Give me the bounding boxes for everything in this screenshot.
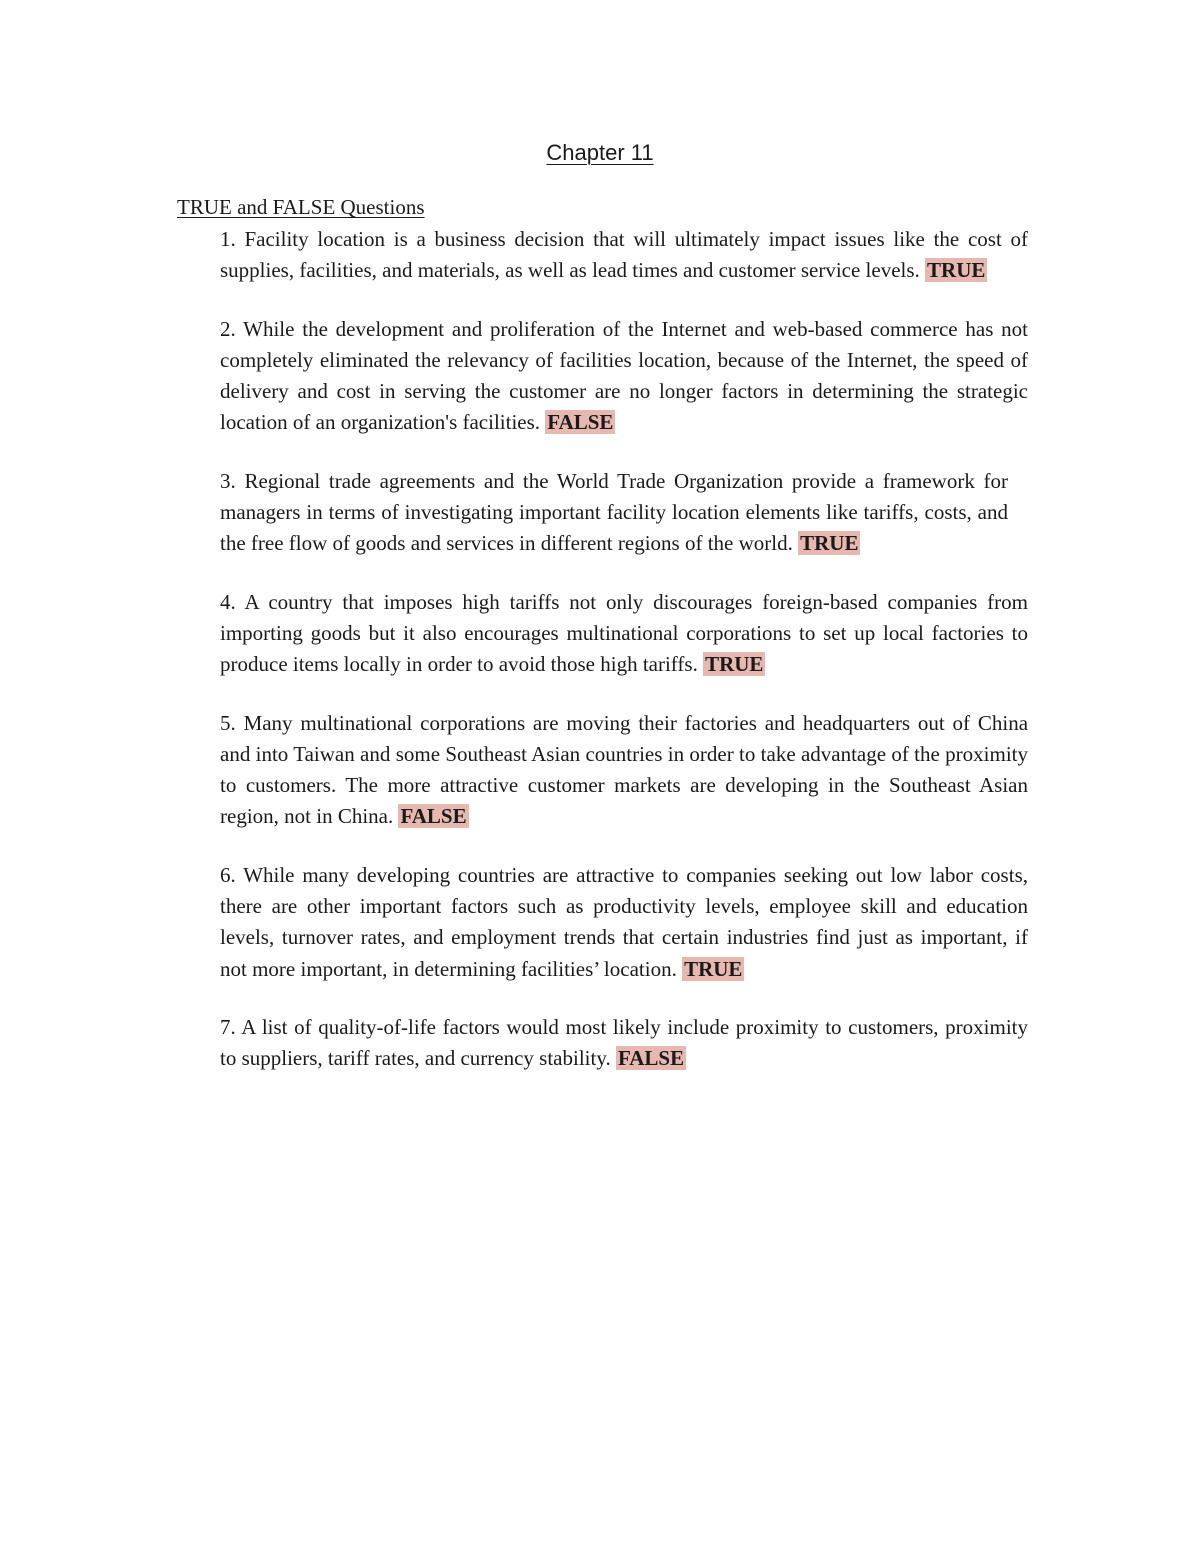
question-item (220, 860, 1028, 985)
question-list (220, 224, 1028, 1102)
answer-badge: TRUE (927, 258, 986, 283)
question-item (220, 1012, 1028, 1075)
question-text: Regional trade agreements and the World Trade Organization provide a framework for managers in terms of investigating important facility location elements like tariffs, costs, and the free flow of goods and services in different regions of the world. (220, 468, 1009, 556)
question-item (220, 466, 1008, 560)
question-item (220, 314, 1028, 439)
question-item (220, 708, 1028, 833)
question-text: A list of quality-of-life factors would most likely include proximity to customers, proximity to suppliers, tariff rates, and currency stability. (220, 1014, 1028, 1071)
question-text: Facility location is a business decision that will ultimately impact issues like the cost of supplies, facilities, and materials, as well as lead times and customer service levels. (220, 227, 1028, 283)
chapter-title-text: Chapter 11 (546, 140, 654, 165)
question-text: Many multinational corporations are moving their factories and headquarters out of China and into Taiwan and some Southeast Asian countries in order to take advantage of the proximity to customers. The more attractive customer markets are developing in the Southeast Asian region, not in China. (220, 710, 1029, 829)
answer-badge: FALSE (547, 410, 614, 435)
answer-badge: FALSE (400, 804, 467, 829)
question-number: 2. (220, 316, 236, 341)
answer-badge: TRUE (705, 652, 764, 677)
question-item (220, 224, 1028, 287)
question-number: 3. (220, 468, 236, 493)
answer-badge: FALSE (617, 1046, 685, 1071)
question-number: 1. (220, 227, 236, 251)
question-text: While many developing countries are attractive to companies seeking out low labor costs, there are other important factors such as productivity levels, employee skill and education levels, turnover rates, and employment trends that certain industries find just as important, if not more important, in determining facilities’ location. (220, 862, 1028, 981)
chapter-title (0, 138, 1200, 168)
answer-badge: TRUE (800, 531, 859, 556)
question-number: 6. (220, 862, 236, 887)
question-text: While the development and proliferation of the Internet and web-based commerce has not completely eliminated the relevancy of facilities location, because of the Internet, the speed of delivery and cost in serving the customer are no longer factors in determining the strategic location of an organization's facilities. (220, 316, 1029, 435)
question-number: 7. (220, 1014, 236, 1039)
question-number: 5. (220, 710, 236, 735)
answer-badge: TRUE (684, 956, 743, 981)
question-text: A country that imposes high tariffs not only discourages foreign-based companies from importing goods but it also encourages multinational corporations to set up local factories to produce items locally in order to avoid those high tariffs. (220, 589, 1029, 677)
section-heading: TRUE and FALSE Questions (177, 195, 425, 219)
question-number: 4. (220, 589, 236, 614)
question-item (220, 587, 1028, 681)
